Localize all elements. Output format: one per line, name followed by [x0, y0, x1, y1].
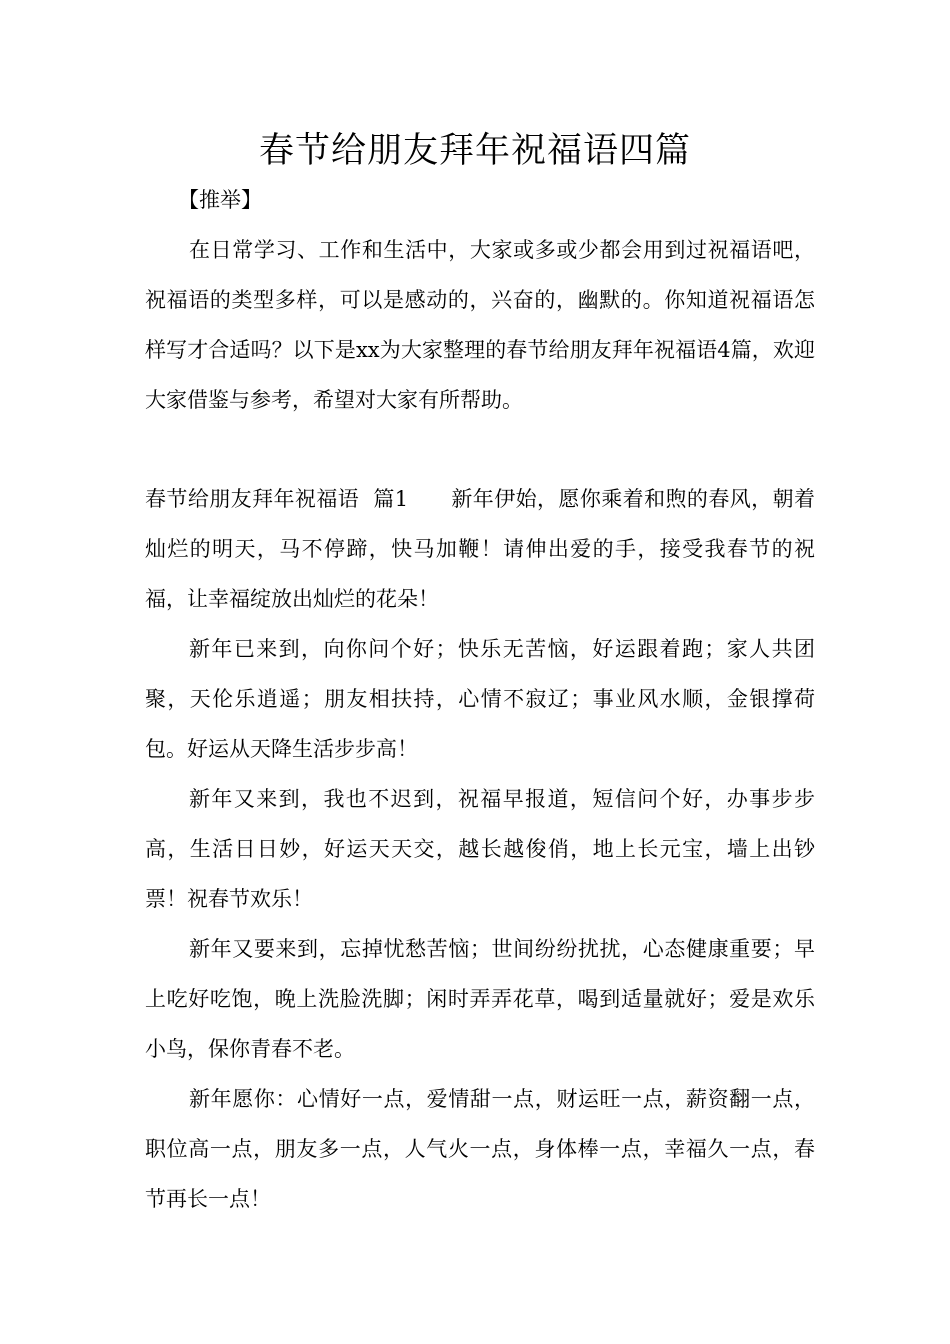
blessing-paragraph-2: 新年已来到，向你问个好；快乐无苦恼，好运跟着跑；家人共团聚，天伦乐逍遥；朋友相扶持，心情不寂辽；事业风水顺，金银撑荷包。好运从天降生活步步高！ — [145, 637, 815, 761]
section-spacer — [408, 487, 451, 511]
blessing-paragraph-4: 新年又要来到，忘掉忧愁苦恼；世间纷纷扰扰，心态健康重要；早上吃好吃饱，晚上洗脸洗脚；闲时弄弄花草，喝到适量就好；爱是欢乐小鸟，保你青春不老。 — [145, 937, 815, 1061]
section-first-text: 新年伊始，愿你乘着和煦的春风，朝着灿烂的明天，马不停蹄，快马加鞭！请伸出爱的手，接受我春节的祝福，让幸福绽放出灿烂的花朵！ — [145, 487, 815, 611]
section-1-paragraph — [145, 474, 815, 624]
section-heading: 春节给朋友拜年祝福语 篇1 — [145, 487, 409, 511]
document-title: 春节给朋友拜年祝福语四篇 — [258, 131, 691, 171]
blessing-paragraph-3: 新年又来到，我也不迟到，祝福早报道，短信问个好，办事步步高，生活日日妙，好运天天交，越长越俊俏，地上长元宝，墙上出钞票！祝春节欢乐！ — [145, 787, 815, 911]
intro-paragraph: 在日常学习、工作和生活中，大家或多或少都会用到过祝福语吧，祝福语的类型多样，可以是感动的，兴奋的，幽默的。你知道祝福语怎样写才合适吗？以下是xx为大家整理的春节给朋友拜年祝福语4篇，欢迎大家借鉴与参考，希望对大家有所帮助。 — [145, 238, 815, 412]
recommend-tag: 【推举】 — [178, 188, 262, 212]
blessing-paragraph-5: 新年愿你：心情好一点，爱情甜一点，财运旺一点，薪资翻一点，职位高一点，朋友多一点，人气火一点，身体棒一点，幸福久一点，春节再长一点！ — [145, 1087, 815, 1211]
